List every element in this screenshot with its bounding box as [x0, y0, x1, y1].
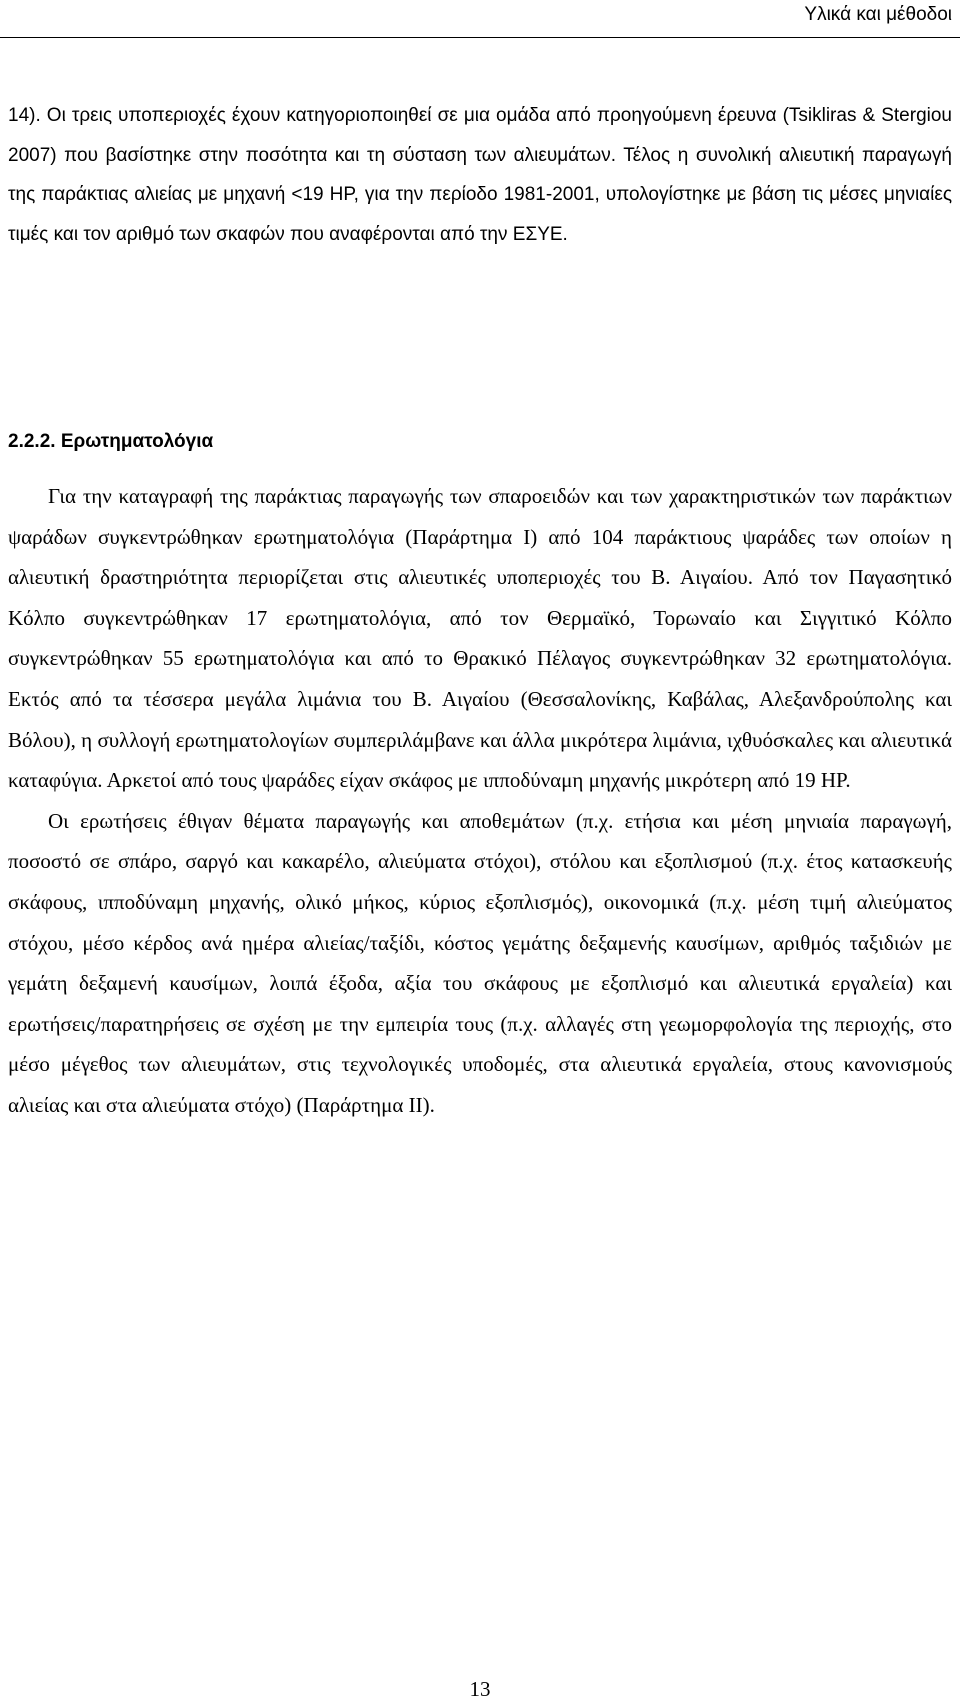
body-paragraph-1: Για την καταγραφή της παράκτιας παραγωγής των σπαροειδών και των χαρακτηριστικών των παράκτιων ψαράδων συγκεντρώθηκαν ερωτηματολόγια (Παράρτημα Ι) από 104 παράκτιους ψαράδες των οποίων η αλιευτική δραστηριότητα περιορίζεται στις αλιευτικές υποπεριοχές του Β. Αιγαίου. Από τον Παγασητικό Κόλπο συγκεντρώθηκαν 17 ερωτηματολόγια, από τον Θερμαϊκό, Τορωναίο και Σιγγιτικό Κόλπο συγκεντρώθηκαν 55 ερωτηματολόγια και από το Θρακικό Πέλαγος συγκεντρώθηκαν 32 ερωτηματολόγια. Εκτός από τα τέσσερα μεγάλα λιμάνια του Β. Αιγαίου (Θεσσαλονίκης, Καβάλας, Αλεξανδρούπολης και Βόλου), η συλλογή ερωτηματολογίων συμπεριλάμβανε και άλλα μικρότερα λιμάνια, ιχθυόσκαλες και αλιευτικά καταφύγια. Αρκετοί από τους ψαράδες είχαν σκάφος με ιπποδύναμη μηχανής μικρότερη από 19 HP.	[8, 484, 952, 793]
header-divider	[0, 37, 960, 38]
page-number: 13	[469, 1677, 491, 1701]
body-paragraph-2: Οι ερωτήσεις έθιγαν θέματα παραγωγής και αποθεμάτων (π.χ. ετήσια και μέση μηνιαία παραγωγή, ποσοστό σε σπάρο, σαργό και κακαρέλο, αλιεύματα στόχοι), στόλου και εξοπλισμού (π.χ. έτος κατασκευής σκάφους, ιπποδύναμη μηχανής, ολικό μήκος, κύριος εξοπλισμός), οικονομικά (π.χ. μέση τιμή αλιεύματος στόχου, μέσο κέρδος ανά ημέρα αλιείας/ταξίδι, κόστος γεμάτης δεξαμενής καυσίμων, αριθμός ταξιδιών με γεμάτη δεξαμενή καυσίμων, λοιπά έξοδα, αξία του σκάφους με εξοπλισμό και αλιευτικά εργαλεία) και ερωτήσεις/παρατηρήσεις σε σχέση με την εμπειρία τους (π.χ. αλλαγές στη γεωμορφολογία της περιοχής, στο μέσο μέγεθος των αλιευμάτων, στις τεχνολογικές υποδομές, στα αλιευτικά εργαλεία, στους κανονισμούς αλιείας και στα αλιεύματα στόχο) (Παράρτημα ΙΙ).	[8, 808, 952, 1117]
intro-paragraph: 14). Οι τρεις υποπεριοχές έχουν κατηγοριοποιηθεί σε μια ομάδα από προηγούμενη έρευνα (Tsikliras & Stergiou 2007) που βασίστηκε στην ποσότητα και τη σύσταση των αλιευμάτων. Τέλος η συνολική αλιευτική παραγωγή της παράκτιας αλιείας με μηχανή <19 HP, για την περίοδο 1981-2001, υπολογίστηκε με βάση τις μέσες μηνιαίες τιμές και τον αριθμό των σκαφών που αναφέρονται από την ΕΣΥΕ.	[8, 105, 952, 245]
running-header: Υλικά και μέθοδοι	[804, 4, 952, 25]
section-body	[8, 476, 952, 1126]
section-heading: 2.2.2. Ερωτηματολόγια	[8, 431, 214, 452]
